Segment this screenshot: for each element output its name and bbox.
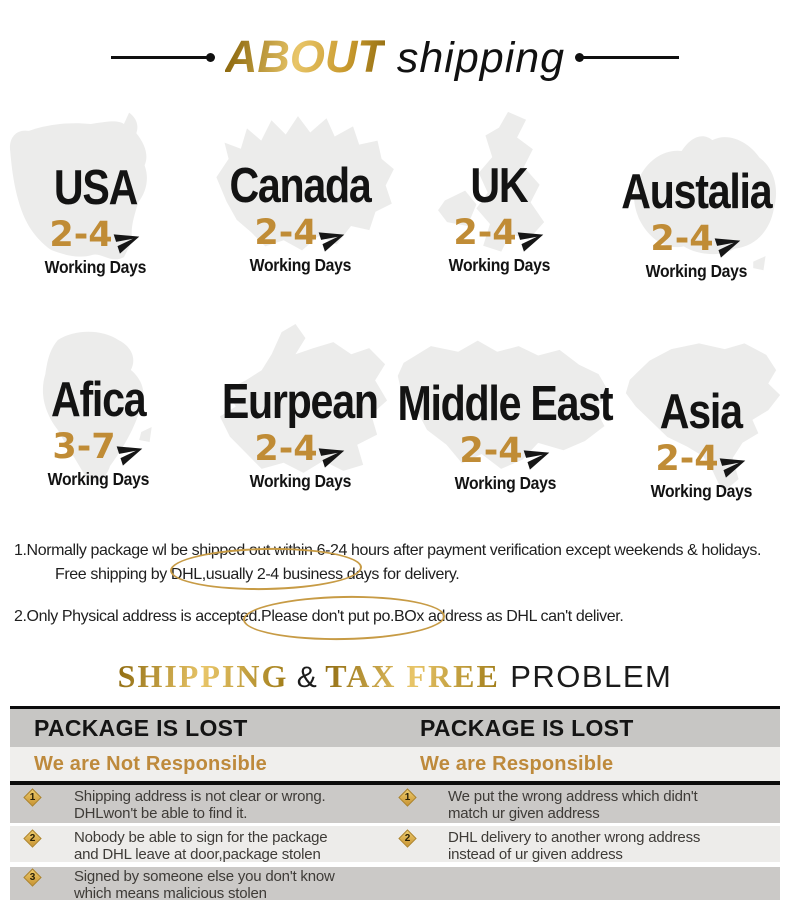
badge-number: 2 [404,833,411,844]
cell-text-line: Signed by someone else you don't know [74,868,335,885]
working-days-label: Working Days [249,255,351,275]
delivery-days: 2-4 [650,219,714,259]
table-header-row [10,709,780,747]
region-europe [198,320,402,496]
paper-plane-icon [520,439,554,473]
delivery-days: 2-4 [453,213,517,253]
table-row [10,867,780,900]
heading-tax-free: TAX FREE [325,658,500,694]
title-rest: shipping [396,34,566,82]
cell-text-line: instead of ur given address [448,845,623,863]
package-lost-table [10,706,780,900]
delivery-days: 2-4 [655,439,719,479]
region-canada [198,106,402,284]
working-days-label: Working Days [44,257,146,277]
table-cell-left [10,826,395,863]
table-cell-left [10,785,395,823]
working-days-label: Working Days [249,471,351,491]
delivery-time [52,427,143,467]
region-name: Canada [229,159,371,213]
working-days-label: Working Days [645,261,747,281]
badge-number: 3 [29,872,36,883]
delivery-days: 2-4 [254,213,318,253]
badge-number: 2 [29,833,36,844]
region-africa [12,318,184,498]
problem-section-heading [0,658,790,695]
shipping-note-1-line-1: 1.Normally package wl be shipped out within 6-24 hours after payment verification except weekends & holidays. [14,542,762,559]
region-name: Middle East [397,377,613,431]
about-shipping-header [0,28,790,86]
number-badge-icon [398,829,416,847]
region-australia [604,112,788,280]
region-name: Asia [660,385,742,439]
delivery-time [49,215,140,255]
delivery-days: 3-7 [52,427,116,467]
region-name: UK [470,159,528,213]
badge-number: 1 [29,792,36,803]
rule-dot-icon [575,53,584,62]
cell-text-line: Nobody be able to sign for the package [74,829,328,846]
paper-plane-icon [711,227,745,261]
shipping-note-2: 2.Only Physical address is accepted.Please don't put po.BOx address as DHL can't deliver. [14,608,624,625]
delivery-time [453,213,544,253]
table-header-right: PACKAGE IS LOST [420,714,634,741]
working-days-label: Working Days [650,481,752,501]
table-cell-right-empty [395,867,780,902]
page-title [225,31,565,83]
table-cell-right [395,785,780,823]
rule-dot-icon [206,53,215,62]
region-name: Eurpean [222,375,378,429]
table-row [10,785,780,823]
table-cell-left [10,867,395,902]
working-days-label: Working Days [448,255,550,275]
paper-plane-icon [514,221,548,255]
delivery-days: 2-4 [49,215,113,255]
heading-shipping: SHIPPING [117,658,289,694]
badge-number: 1 [404,792,411,803]
cell-text-line: Shipping address is not clear or wrong. [74,788,326,805]
delivery-time [655,439,746,479]
delivery-time [254,213,345,253]
delivery-days: 2-4 [459,431,523,471]
region-middle-east [388,322,622,494]
region-uk [420,106,578,288]
paper-plane-icon [110,223,144,257]
delivery-time [650,219,741,259]
table-subheader-row [10,747,780,785]
shipping-note-1-line-2: Free shipping by DHL,usually 2-4 business days for delivery. [55,566,460,583]
cell-text-line: We put the wrong address which didn't [448,788,698,805]
table-subheader-right: We are Responsible [420,752,614,775]
title-accent: ABOUT [224,31,385,82]
delivery-time [254,429,345,469]
region-name: USA [53,161,137,215]
working-days-label: Working Days [47,469,149,489]
cell-text-line: which means malicious stolen [74,884,267,902]
heading-problem: PROBLEM [510,659,673,694]
number-badge-icon [398,788,416,806]
cell-text-line: and DHL leave at door,package stolen [74,845,321,863]
table-header-left: PACKAGE IS LOST [34,714,248,741]
region-name: Austalia [620,165,772,219]
paper-plane-icon [716,447,750,481]
region-asia [612,330,790,502]
header-left-rule [111,56,211,59]
paper-plane-icon [315,437,349,471]
paper-plane-icon [113,435,147,469]
cell-text-line: DHL delivery to another wrong address [448,829,701,846]
region-usa [2,108,188,280]
table-cell-right [395,826,780,863]
working-days-label: Working Days [454,473,556,493]
cell-text-line: match ur given address [448,804,600,822]
region-name: Afica [50,373,146,427]
table-row [10,826,780,862]
delivery-time [459,431,550,471]
heading-ampersand: & [296,661,317,694]
delivery-days: 2-4 [254,429,318,469]
header-right-rule [579,56,679,59]
cell-text-line: DHLwon't be able to find it. [74,804,248,822]
paper-plane-icon [315,221,349,255]
table-subheader-left: We are Not Responsible [34,752,267,775]
